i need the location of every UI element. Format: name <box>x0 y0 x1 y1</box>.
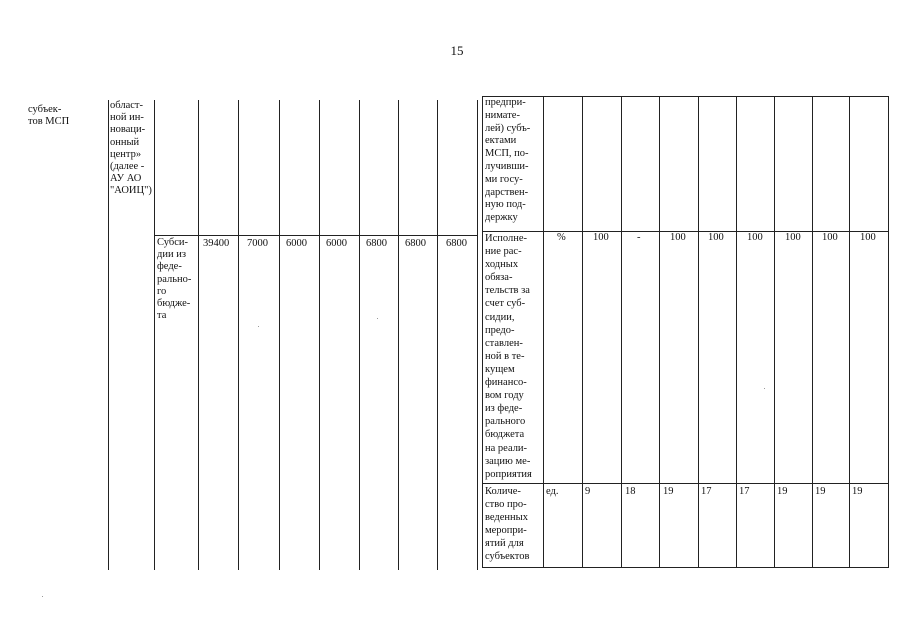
scan-speck <box>377 318 378 319</box>
indicator-value: 9 <box>585 486 591 497</box>
right-table-rule <box>774 96 775 568</box>
right-table-row-rule <box>482 483 889 484</box>
funding-value-year: 6800 <box>366 238 387 249</box>
indicator-value: - <box>637 232 641 243</box>
indicator-value: 19 <box>663 486 674 497</box>
left-table-rule <box>398 100 399 570</box>
executor-cell: област- ной ин- новаци- онный центр» (далее - АУ АО "АОИЦ") <box>110 100 152 197</box>
indicator-value: 17 <box>701 486 712 497</box>
funding-value-total: 39400 <box>203 238 230 249</box>
right-table-rule <box>543 96 544 568</box>
funding-value-year: 6800 <box>446 238 467 249</box>
left-table-rule <box>437 100 438 570</box>
indicator-value: 19 <box>815 486 826 497</box>
right-table-rule <box>849 96 850 568</box>
funding-value-year: 6000 <box>286 238 307 249</box>
right-table-row-rule <box>482 567 889 568</box>
indicator-cell: Количе- ство про- веденных меропри- ятий для субъектов <box>485 486 530 562</box>
funding-value-year: 6000 <box>326 238 347 249</box>
unit-cell: % <box>557 232 566 243</box>
right-table-rule <box>659 96 660 568</box>
right-table-rule <box>621 96 622 568</box>
subject-category-cell: субъек- тов МСП <box>28 104 70 128</box>
left-table-rule <box>154 100 155 570</box>
page-number: 15 <box>450 43 464 58</box>
left-table-rule <box>108 100 109 570</box>
indicator-value: 19 <box>777 486 788 497</box>
right-table-rule <box>812 96 813 568</box>
scan-speck <box>42 596 43 597</box>
right-table-rule <box>582 96 583 568</box>
indicator-value: 17 <box>739 486 750 497</box>
indicator-value: 100 <box>860 232 876 243</box>
right-table-row-rule <box>482 96 889 97</box>
unit-cell: ед. <box>546 486 559 497</box>
scan-speck <box>258 326 259 327</box>
left-table-rule <box>238 100 239 570</box>
indicator-cell: предпри- нимате- лей) субъ- ектами МСП, по- лучивши- ми госу- дарствен- ную под- держку <box>485 97 531 224</box>
indicator-value: 100 <box>747 232 763 243</box>
left-table-rule <box>477 100 478 570</box>
indicator-value: 19 <box>852 486 863 497</box>
indicator-value: 100 <box>785 232 801 243</box>
scan-speck <box>764 388 765 389</box>
funding-value-year: 6800 <box>405 238 426 249</box>
left-table-rule <box>279 100 280 570</box>
funding-value-year: 7000 <box>247 238 268 249</box>
indicator-value: 100 <box>708 232 724 243</box>
indicator-value: 100 <box>822 232 838 243</box>
right-table-rule <box>736 96 737 568</box>
indicator-value: 100 <box>593 232 609 243</box>
indicator-value: 100 <box>670 232 686 243</box>
left-table-row-rule <box>154 235 477 236</box>
right-table-rule <box>698 96 699 568</box>
indicator-cell: Исполне- ние рас- ходных обяза- тельств за счет суб- сидии, предо- ставлен- ной в те- кущем финансо- вом году из феде- рального бюджета на реали- зацию ме- роприятия <box>485 233 532 480</box>
left-table-rule <box>319 100 320 570</box>
left-table-rule <box>198 100 199 570</box>
funding-source-cell: Субси- дии из феде- рально- го бюдже- та <box>157 237 192 322</box>
right-table-rule <box>482 96 483 568</box>
indicator-value: 18 <box>625 486 636 497</box>
left-table-rule <box>359 100 360 570</box>
right-table-rule <box>888 96 889 568</box>
